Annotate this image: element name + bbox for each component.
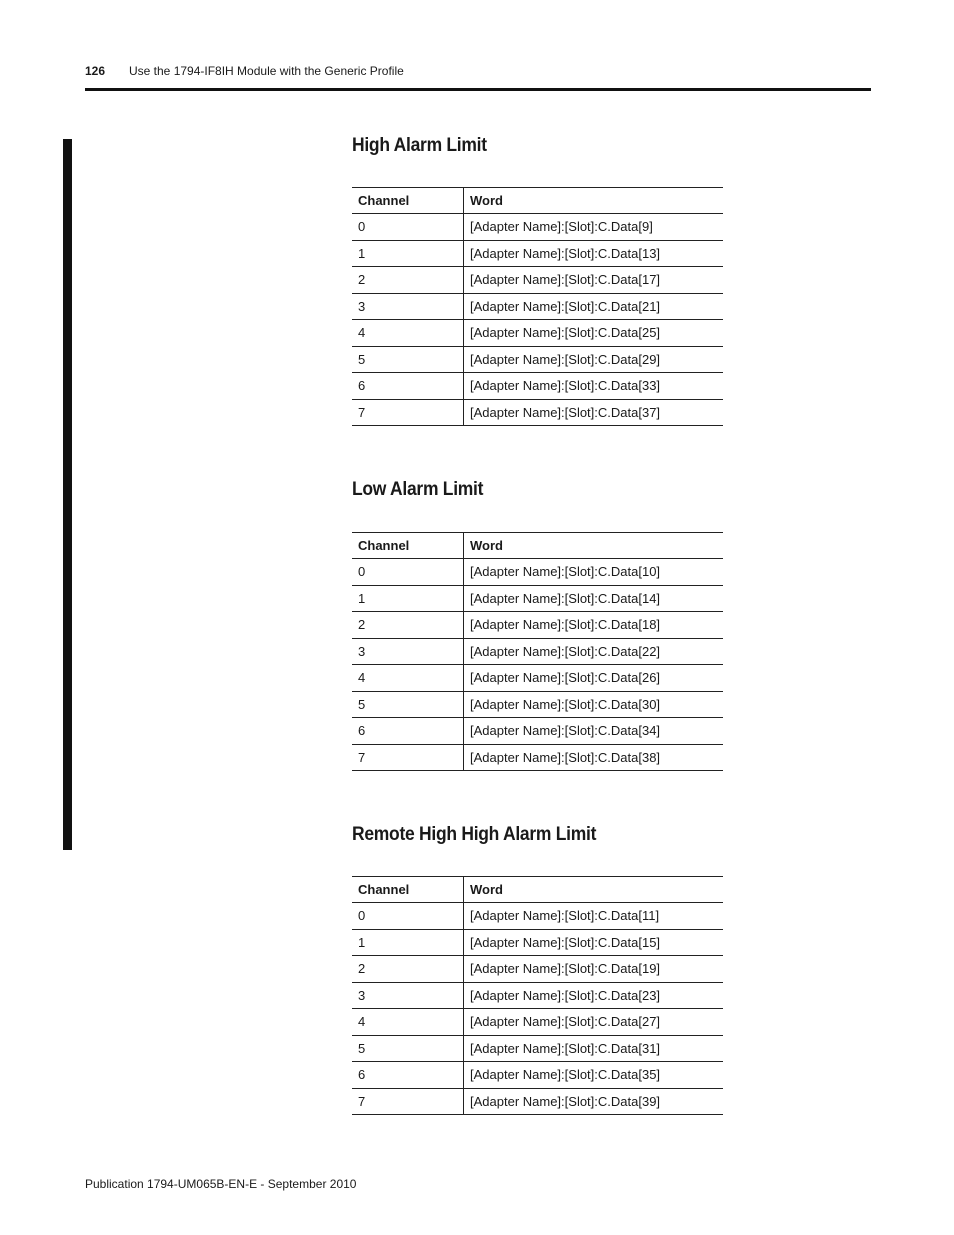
channel-cell: 3 [352,982,464,1009]
word-cell: [Adapter Name]:[Slot]:C.Data[35] [464,1062,724,1089]
column-header-word: Word [464,877,724,903]
table-header-row [352,188,723,214]
table-row [352,1062,723,1089]
channel-cell: 2 [352,612,464,639]
channel-cell: 4 [352,1009,464,1036]
word-cell: [Adapter Name]:[Slot]:C.Data[29] [464,346,724,373]
channel-cell: 7 [352,1088,464,1115]
word-cell: [Adapter Name]:[Slot]:C.Data[27] [464,1009,724,1036]
publication-footer: Publication 1794-UM065B-EN-E - September 2010 [85,1177,357,1191]
column-header-word: Word [464,188,724,214]
table-row [352,214,723,241]
word-cell: [Adapter Name]:[Slot]:C.Data[19] [464,956,724,983]
table-row [352,982,723,1009]
high-alarm-limit-table [352,187,723,426]
channel-cell: 5 [352,1035,464,1062]
channel-cell: 0 [352,214,464,241]
word-cell: [Adapter Name]:[Slot]:C.Data[37] [464,399,724,426]
word-cell: [Adapter Name]:[Slot]:C.Data[26] [464,665,724,692]
word-cell: [Adapter Name]:[Slot]:C.Data[10] [464,559,724,586]
word-cell: [Adapter Name]:[Slot]:C.Data[22] [464,638,724,665]
channel-cell: 6 [352,718,464,745]
table-row [352,903,723,930]
running-title: Use the 1794-IF8IH Module with the Generic Profile [129,64,404,78]
word-cell: [Adapter Name]:[Slot]:C.Data[21] [464,293,724,320]
table-row [352,585,723,612]
channel-cell: 6 [352,373,464,400]
section-remote-high-high-alarm-limit [352,824,723,1109]
channel-cell: 1 [352,240,464,267]
column-header-channel: Channel [352,188,464,214]
column-header-channel: Channel [352,533,464,559]
column-header-word: Word [464,533,724,559]
channel-cell: 7 [352,744,464,771]
table-row [352,1088,723,1115]
channel-cell: 6 [352,1062,464,1089]
table-row [352,1009,723,1036]
channel-cell: 4 [352,665,464,692]
table-row [352,956,723,983]
table-row [352,929,723,956]
channel-cell: 3 [352,638,464,665]
word-cell: [Adapter Name]:[Slot]:C.Data[34] [464,718,724,745]
word-cell: [Adapter Name]:[Slot]:C.Data[30] [464,691,724,718]
section-title: High Alarm Limit [352,135,487,156]
table-row [352,665,723,692]
word-cell: [Adapter Name]:[Slot]:C.Data[11] [464,903,724,930]
word-cell: [Adapter Name]:[Slot]:C.Data[14] [464,585,724,612]
channel-cell: 2 [352,956,464,983]
channel-cell: 0 [352,903,464,930]
word-cell: [Adapter Name]:[Slot]:C.Data[15] [464,929,724,956]
page-number: 126 [85,64,106,78]
header-rule [85,88,871,91]
channel-cell: 5 [352,691,464,718]
table-row [352,293,723,320]
channel-cell: 1 [352,929,464,956]
channel-cell: 0 [352,559,464,586]
channel-cell: 3 [352,293,464,320]
low-alarm-limit-table [352,532,723,771]
channel-cell: 7 [352,399,464,426]
table-row [352,612,723,639]
word-cell: [Adapter Name]:[Slot]:C.Data[25] [464,320,724,347]
table-row [352,399,723,426]
word-cell: [Adapter Name]:[Slot]:C.Data[17] [464,267,724,294]
change-bar [63,139,72,850]
channel-cell: 4 [352,320,464,347]
word-cell: [Adapter Name]:[Slot]:C.Data[31] [464,1035,724,1062]
table-header-row [352,877,723,903]
word-cell: [Adapter Name]:[Slot]:C.Data[13] [464,240,724,267]
table-row [352,346,723,373]
table-row [352,718,723,745]
word-cell: [Adapter Name]:[Slot]:C.Data[23] [464,982,724,1009]
table-row [352,559,723,586]
section-title: Low Alarm Limit [352,479,484,500]
table-row [352,240,723,267]
section-low-alarm-limit [352,479,723,765]
section-title: Remote High High Alarm Limit [352,824,597,845]
table-row [352,744,723,771]
table-row [352,320,723,347]
table-row [352,1035,723,1062]
word-cell: [Adapter Name]:[Slot]:C.Data[9] [464,214,724,241]
table-row [352,691,723,718]
table-header-row [352,533,723,559]
table-row [352,638,723,665]
section-high-alarm-limit [352,135,723,420]
column-header-channel: Channel [352,877,464,903]
remote-high-high-alarm-limit-table [352,876,723,1115]
word-cell: [Adapter Name]:[Slot]:C.Data[39] [464,1088,724,1115]
channel-cell: 1 [352,585,464,612]
table-row [352,373,723,400]
word-cell: [Adapter Name]:[Slot]:C.Data[33] [464,373,724,400]
table-row [352,267,723,294]
channel-cell: 2 [352,267,464,294]
word-cell: [Adapter Name]:[Slot]:C.Data[18] [464,612,724,639]
word-cell: [Adapter Name]:[Slot]:C.Data[38] [464,744,724,771]
channel-cell: 5 [352,346,464,373]
